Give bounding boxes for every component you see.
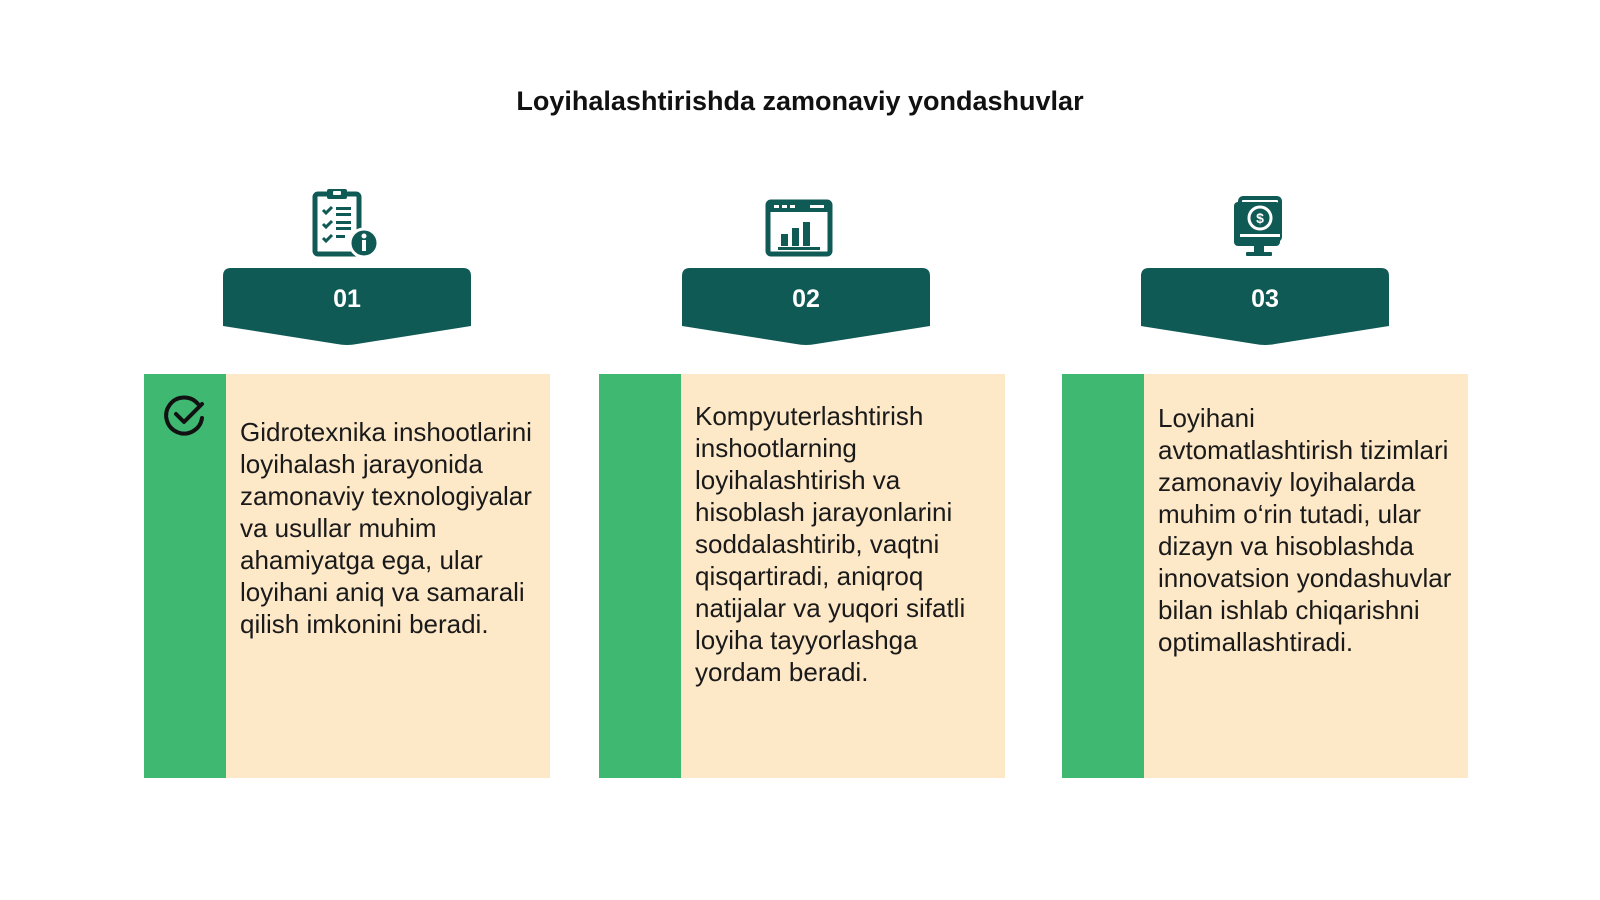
step-card-2 — [599, 374, 1005, 778]
step-badge-1 — [223, 268, 471, 348]
step-number: 03 — [1251, 285, 1279, 313]
svg-text:$: $ — [1256, 210, 1264, 226]
page-title: Loyihalashtirishda zamonaviy yondashuvlar — [516, 86, 1084, 116]
step-description: Loyihani avtomatlashtirish tizimlari zamonaviy loyihalarda muhim o‘rin tutadi, ular dizayn va hisoblashda innovatsion yondashuvlar bilan ishlab chiqarishni optimallashtiradi. — [1158, 403, 1452, 657]
step-description: Gidrotexnika inshootlarini loyihalash jarayonida zamonaviy texnologiyalar va usullar muhim ahamiyatga ega, ular loyihani aniq va samarali qilish imkonini beradi. — [240, 417, 532, 639]
step-number: 02 — [792, 285, 820, 313]
dollar-monitor-icon — [1226, 192, 1298, 264]
step-number: 01 — [333, 285, 361, 313]
step-badge-3 — [1141, 268, 1389, 348]
bar-chart-window-icon — [764, 196, 836, 268]
step-description: Kompyuterlashtirish inshootlarning loyihalashtirish va hisoblash jarayonlarini soddalashtirib, vaqtni qisqartiradi, aniqroq natijalar va yuqori sifatli loyiha tayyorlashga yordam beradi. — [695, 401, 966, 687]
clipboard-checklist-info-icon — [309, 188, 381, 260]
step-card-1 — [144, 374, 550, 778]
card-stripe — [1062, 374, 1144, 778]
step-badge-2 — [682, 268, 930, 348]
card-stripe — [599, 374, 681, 778]
check-circle-icon — [162, 392, 208, 443]
step-card-3 — [1062, 374, 1468, 778]
